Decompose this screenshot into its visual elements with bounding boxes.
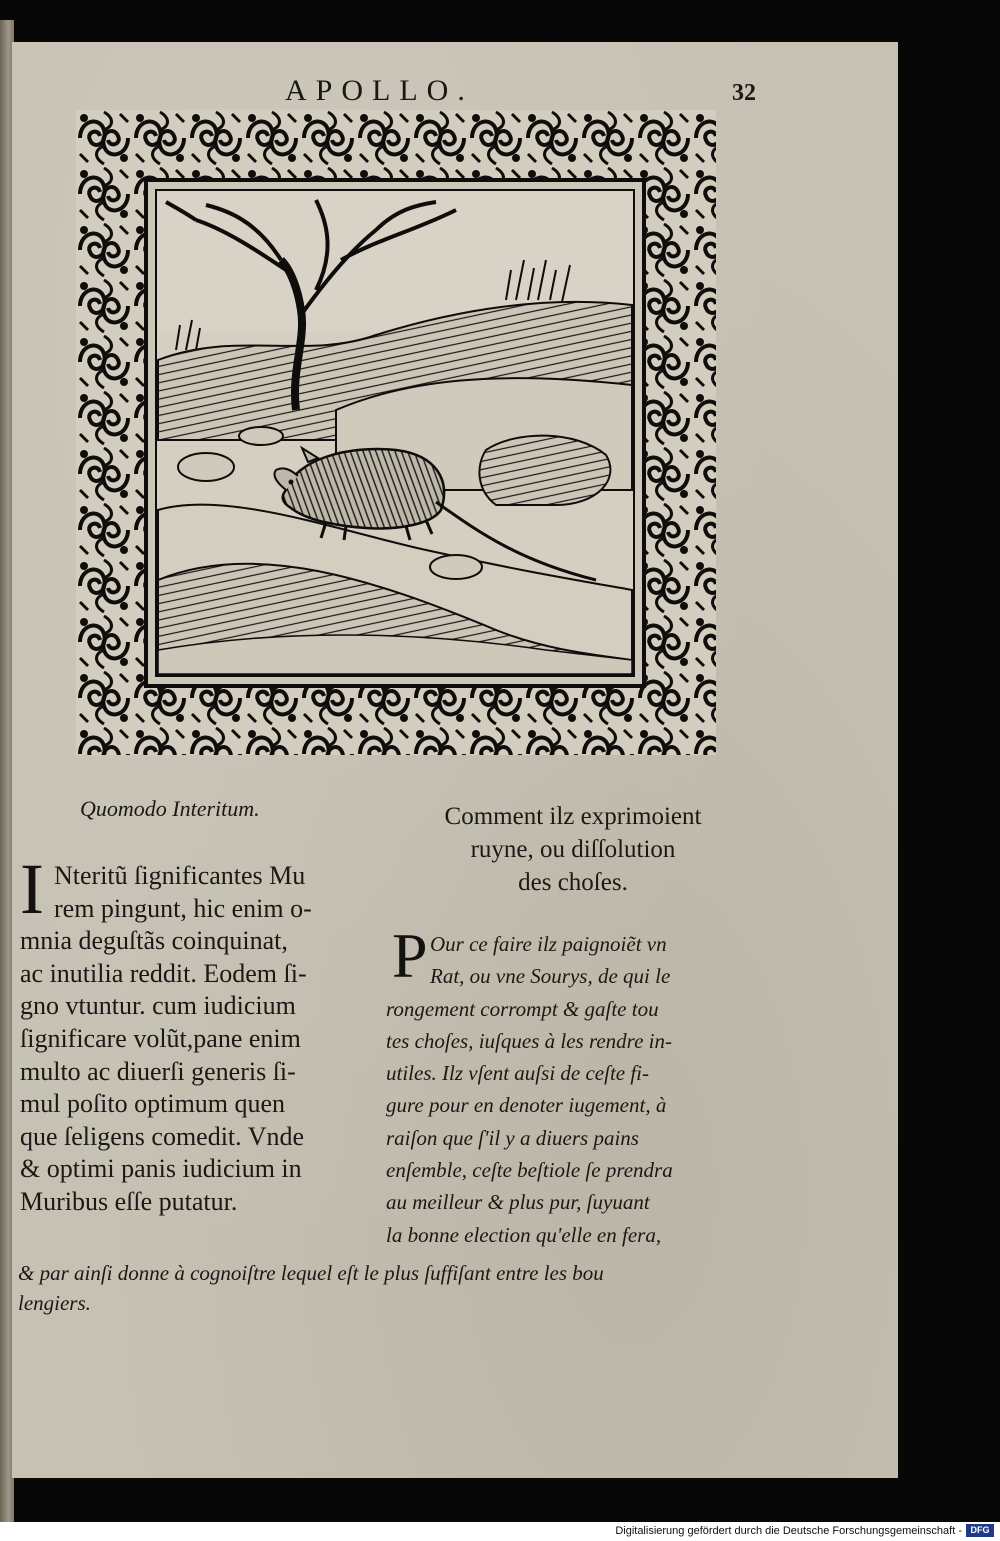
latin-line: mul poſito optimum quen xyxy=(20,1089,286,1119)
latin-line: rem pingunt, hic enim o- xyxy=(54,893,312,923)
latin-drop-initial: I xyxy=(20,849,44,929)
latin-text-column xyxy=(20,849,370,1219)
latin-line: Nteritũ ſignificantes Mu xyxy=(54,861,306,890)
french-heading-line: des choſes. xyxy=(518,869,628,896)
french-line: la bonne election qu'elle en fera, xyxy=(386,1222,662,1247)
french-heading xyxy=(388,800,758,899)
french-line: enſemble, ceſte beſtiole ſe prendra xyxy=(386,1158,673,1183)
digitization-credit: Digitalisierung gefördert durch die Deutsche Forschungsgemeinschaft - xyxy=(615,1525,962,1537)
latin-line: ſignificare volũt,pane enim xyxy=(20,1023,301,1053)
latin-line: & optimi panis iudicium in xyxy=(20,1154,302,1184)
french-text-column xyxy=(386,920,746,1251)
latin-line: gno vtuntur. cum iudicium xyxy=(20,991,296,1021)
woodcut-illustration xyxy=(76,110,716,755)
french-drop-initial: P xyxy=(392,920,428,991)
latin-line: multo ac diuerſi generis ſi- xyxy=(20,1056,296,1086)
french-heading-line: ruyne, ou diſſolution xyxy=(470,836,676,863)
french-line: raiſon que ſ'il y a diuers pains xyxy=(386,1125,639,1150)
french-line: Rat, ou vne Sourys, de qui le xyxy=(430,964,671,989)
latin-line: que ſeligens comedit. Vnde xyxy=(20,1121,305,1151)
french-heading-line: Comment ilz exprimoient xyxy=(444,803,702,830)
french-line: tes choſes, iuſques à les rendre in- xyxy=(386,1028,672,1053)
continuation-line: lengiers. xyxy=(18,1291,91,1315)
continuation-line: & par ainſi donne à cognoiſtre lequel eſt le plus ſuffiſant entre les bou xyxy=(18,1261,604,1285)
latin-heading: Quomodo Interitum. xyxy=(80,796,260,821)
latin-line: mnia deguſtãs coinquinat, xyxy=(20,926,288,956)
latin-line: Muribus eſſe putatur. xyxy=(20,1186,238,1216)
french-line: utiles. Ilz vſent auſsi de ceſte fi- xyxy=(386,1061,650,1086)
french-line: Our ce faire ilz paignoiẽt vn xyxy=(430,932,667,956)
dfg-logo: DFG xyxy=(966,1524,994,1537)
folio-number: 32 xyxy=(732,80,756,106)
french-line: gure pour en denoter iugement, à xyxy=(386,1093,667,1118)
french-line: rongement corrompt & gaſte tou xyxy=(386,996,659,1021)
latin-line: ac inutilia reddit. Eodem ſi- xyxy=(20,958,307,988)
running-head: APOLLO. xyxy=(285,74,474,107)
french-line: au meilleur & plus pur, ſuyuant xyxy=(386,1190,650,1215)
french-continuation xyxy=(18,1258,748,1318)
